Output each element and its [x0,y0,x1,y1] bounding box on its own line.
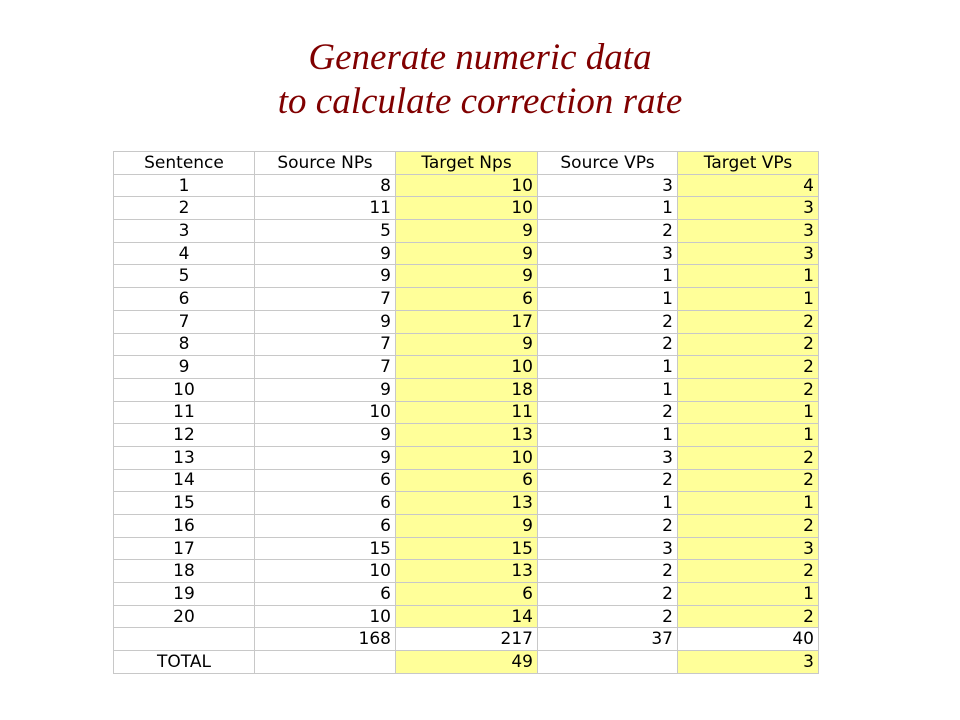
table-row [114,356,819,379]
target-nps-cell: 9 [396,220,538,243]
sentence-cell: 7 [114,310,255,333]
target-nps-cell: 9 [396,242,538,265]
sentence-cell: 9 [114,356,255,379]
source-vps-cell: 1 [538,197,678,220]
sentence-cell: 6 [114,288,255,311]
source-vps-cell: 1 [538,492,678,515]
source-nps-cell: 168 [255,628,396,651]
target-vps-cell: 3 [678,197,819,220]
source-nps-cell: Source NPs [255,152,396,175]
target-nps-cell: 14 [396,605,538,628]
source-vps-cell: 1 [538,356,678,379]
target-vps-cell: 1 [678,265,819,288]
sentence-cell: 20 [114,605,255,628]
source-nps-cell: 9 [255,242,396,265]
target-nps-cell: 6 [396,288,538,311]
source-nps-cell: 8 [255,174,396,197]
slide-title [0,36,960,124]
target-vps-cell: 2 [678,446,819,469]
table-row [114,288,819,311]
target-vps-cell: 1 [678,424,819,447]
table-row [114,401,819,424]
target-nps-cell: 10 [396,356,538,379]
target-vps-cell: 3 [678,242,819,265]
table-row [114,560,819,583]
target-nps-cell: 10 [396,174,538,197]
target-vps-cell: 1 [678,492,819,515]
title-line-2: to calculate correction rate [277,81,683,122]
table-row [114,174,819,197]
target-nps-cell: 6 [396,469,538,492]
source-vps-cell: 2 [538,310,678,333]
source-nps-cell: 9 [255,378,396,401]
target-nps-cell: 9 [396,265,538,288]
sentence-cell: 19 [114,583,255,606]
source-vps-cell: 1 [538,265,678,288]
sentence-cell: 16 [114,515,255,538]
source-nps-cell: 7 [255,288,396,311]
target-nps-cell: 17 [396,310,538,333]
table-row [114,515,819,538]
sum-row [114,628,819,651]
target-vps-cell: Target VPs [678,152,819,175]
sentence-cell: 14 [114,469,255,492]
target-nps-cell: 13 [396,492,538,515]
target-nps-cell: 13 [396,424,538,447]
target-nps-cell: 10 [396,197,538,220]
source-nps-cell: 15 [255,537,396,560]
target-nps-cell: 11 [396,401,538,424]
sentence-cell: 1 [114,174,255,197]
source-nps-cell: 7 [255,333,396,356]
sentence-cell: 4 [114,242,255,265]
sentence-cell [114,628,255,651]
source-vps-cell: 2 [538,605,678,628]
sentence-cell: 17 [114,537,255,560]
source-vps-cell: 2 [538,515,678,538]
target-vps-cell: 3 [678,651,819,674]
sentence-cell: 5 [114,265,255,288]
target-vps-cell: 2 [678,515,819,538]
target-nps-cell: 9 [396,515,538,538]
source-nps-cell: 9 [255,446,396,469]
table-row [114,310,819,333]
source-nps-cell: 9 [255,310,396,333]
source-nps-cell: 6 [255,583,396,606]
sentence-cell: 18 [114,560,255,583]
source-nps-cell: 6 [255,492,396,515]
table-row [114,220,819,243]
source-vps-cell: 1 [538,378,678,401]
total-row [114,651,819,674]
source-nps-cell: 10 [255,401,396,424]
target-vps-cell: 2 [678,310,819,333]
source-vps-cell: 2 [538,583,678,606]
target-vps-cell: 4 [678,174,819,197]
sentence-cell: 11 [114,401,255,424]
source-vps-cell: Source VPs [538,152,678,175]
source-vps-cell: 2 [538,401,678,424]
target-nps-cell: 18 [396,378,538,401]
target-vps-cell: 1 [678,401,819,424]
source-nps-cell: 7 [255,356,396,379]
table-row [114,242,819,265]
sentence-cell: 12 [114,424,255,447]
sentence-cell: 10 [114,378,255,401]
source-vps-cell [538,651,678,674]
table-row [114,605,819,628]
table-row [114,378,819,401]
target-vps-cell: 2 [678,605,819,628]
target-vps-cell: 1 [678,583,819,606]
sentence-cell: Sentence [114,152,255,175]
sentence-cell: 13 [114,446,255,469]
table-row [114,424,819,447]
target-vps-cell: 3 [678,537,819,560]
table-row [114,583,819,606]
source-nps-cell [255,651,396,674]
table-row [114,265,819,288]
table-row [114,492,819,515]
source-nps-cell: 6 [255,469,396,492]
table-row [114,446,819,469]
sentence-cell: 15 [114,492,255,515]
header-row [114,152,819,175]
sentence-cell: 3 [114,220,255,243]
target-nps-cell: 10 [396,446,538,469]
source-nps-cell: 9 [255,265,396,288]
source-vps-cell: 3 [538,446,678,469]
title-line-1: Generate numeric data [308,37,652,78]
target-nps-cell: 13 [396,560,538,583]
target-vps-cell: 40 [678,628,819,651]
sentence-cell: 2 [114,197,255,220]
target-nps-cell: 49 [396,651,538,674]
target-vps-cell: 2 [678,560,819,583]
source-vps-cell: 3 [538,174,678,197]
target-nps-cell: Target Nps [396,152,538,175]
source-nps-cell: 11 [255,197,396,220]
target-vps-cell: 1 [678,288,819,311]
table-row [114,333,819,356]
source-vps-cell: 37 [538,628,678,651]
source-vps-cell: 1 [538,424,678,447]
target-vps-cell: 3 [678,220,819,243]
target-vps-cell: 2 [678,378,819,401]
table-row [114,469,819,492]
target-vps-cell: 2 [678,356,819,379]
target-nps-cell: 217 [396,628,538,651]
source-vps-cell: 3 [538,242,678,265]
sentence-cell: 8 [114,333,255,356]
target-nps-cell: 6 [396,583,538,606]
source-nps-cell: 6 [255,515,396,538]
table-row [114,197,819,220]
source-vps-cell: 1 [538,288,678,311]
source-vps-cell: 2 [538,469,678,492]
target-nps-cell: 9 [396,333,538,356]
source-vps-cell: 2 [538,560,678,583]
sentence-cell: TOTAL [114,651,255,674]
table-row [114,537,819,560]
source-nps-cell: 10 [255,560,396,583]
target-vps-cell: 2 [678,333,819,356]
target-vps-cell: 2 [678,469,819,492]
source-nps-cell: 10 [255,605,396,628]
source-vps-cell: 3 [538,537,678,560]
data-table [113,151,819,674]
source-nps-cell: 9 [255,424,396,447]
source-vps-cell: 2 [538,333,678,356]
target-nps-cell: 15 [396,537,538,560]
source-nps-cell: 5 [255,220,396,243]
source-vps-cell: 2 [538,220,678,243]
